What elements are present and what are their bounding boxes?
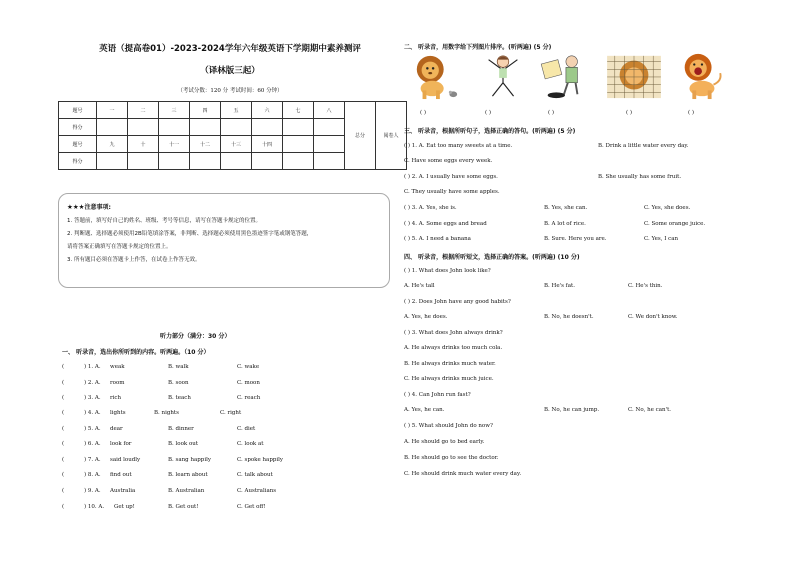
score-col: 七 bbox=[283, 102, 314, 119]
question-row[interactable]: ( ) 1. What does John look like? bbox=[404, 268, 491, 274]
option-b: B. Sure. Here you are. bbox=[544, 236, 607, 242]
score-cell[interactable] bbox=[221, 153, 252, 170]
score-cell[interactable] bbox=[283, 136, 314, 153]
option-a: Get up! bbox=[114, 504, 135, 510]
answer-paren[interactable]: ( bbox=[62, 472, 65, 478]
notice-line: 3. 所有题目必须在答题卡上作答，在试卷上作答无效。 bbox=[67, 257, 201, 263]
question-row[interactable]: ( ) 4. Can John run fast? bbox=[404, 392, 471, 398]
question-num: ) 9. A. bbox=[84, 488, 101, 494]
score-cell[interactable] bbox=[283, 119, 314, 136]
exam-meta: （考试分数：120 分 考试时间：60 分钟） bbox=[177, 88, 283, 94]
answer-paren[interactable]: ( bbox=[62, 457, 65, 463]
question-num: ) 10. A. bbox=[84, 504, 105, 510]
notice-box bbox=[58, 193, 390, 288]
score-col: 十三 bbox=[221, 136, 252, 153]
option-b: B. soon bbox=[168, 380, 189, 386]
question-row[interactable]: ( ) 1. A. Eat too many sweets at a time. bbox=[404, 143, 513, 149]
picture-blank[interactable]: ( ) bbox=[548, 110, 555, 116]
section-3-title: 三、 听录音，根据所听句子，选择正确的答句。(听两遍) (5 分) bbox=[404, 128, 576, 135]
score-cell[interactable] bbox=[252, 119, 283, 136]
score-col: 十一 bbox=[159, 136, 190, 153]
option-c: C. reach bbox=[237, 395, 261, 401]
option-c: C. Have some eggs every week. bbox=[404, 158, 493, 164]
option-c: C. wake bbox=[237, 364, 260, 370]
score-cell[interactable] bbox=[314, 119, 345, 136]
star-icon: ★★★ bbox=[67, 203, 85, 211]
score-row-label: 得分 bbox=[59, 153, 97, 170]
score-cell[interactable] bbox=[190, 153, 221, 170]
option-c: C. right bbox=[220, 410, 242, 416]
option-a: weak bbox=[110, 364, 125, 370]
option-c: C. talk about bbox=[237, 472, 273, 478]
score-table bbox=[58, 101, 407, 170]
lion-in-net-picture bbox=[604, 52, 664, 100]
option-a: A. Yes, he does. bbox=[404, 314, 448, 320]
score-row-label: 得分 bbox=[59, 119, 97, 136]
score-col: 九 bbox=[97, 136, 128, 153]
score-cell[interactable] bbox=[283, 153, 314, 170]
question-row[interactable]: ( ) 3. What does John always drink? bbox=[404, 330, 503, 336]
option-c: C. He's thin. bbox=[628, 283, 663, 289]
answer-paren[interactable]: ( bbox=[62, 488, 65, 494]
score-cell[interactable] bbox=[221, 119, 252, 136]
option-a: look for bbox=[110, 441, 132, 447]
answer-paren[interactable]: ( bbox=[62, 504, 65, 510]
picture-strip bbox=[408, 52, 726, 108]
question-row[interactable] bbox=[62, 410, 302, 420]
listening-title: 听力部分（满分：30 分） bbox=[160, 333, 231, 340]
exam-title: 英语（提高卷01）-2023-2024学年六年级英语下学期期中素养测评 bbox=[99, 44, 361, 54]
score-col: 十二 bbox=[190, 136, 221, 153]
option-c: C. look at bbox=[237, 441, 264, 447]
question-row[interactable]: ( ) 5. A. I need a banana bbox=[404, 236, 471, 242]
score-col: 五 bbox=[221, 102, 252, 119]
score-row-label: 题号 bbox=[59, 102, 97, 119]
picture-blank[interactable]: ( ) bbox=[626, 110, 633, 116]
option-b: B. Australian bbox=[168, 488, 205, 494]
option-c: C. He should drink much water every day. bbox=[404, 471, 522, 477]
exam-subtitle: （译林版三起） bbox=[200, 66, 260, 76]
picture-blank[interactable]: ( ) bbox=[688, 110, 695, 116]
picture-blank[interactable]: ( ) bbox=[485, 110, 492, 116]
option-c: C. spoke happily bbox=[237, 457, 283, 463]
question-row[interactable] bbox=[62, 472, 302, 482]
total-label: 总分 bbox=[345, 102, 376, 170]
notice-line: 2. 判断题、选择题必须使用2B铅笔填涂答案，非判断、选择题必须使用黑色墨迹签字笔或钢笔答题， bbox=[67, 231, 313, 237]
score-cell[interactable] bbox=[314, 136, 345, 153]
option-c: C. He always drinks much juice. bbox=[404, 376, 494, 382]
question-num: ) 7. A. bbox=[84, 457, 101, 463]
question-num: ) 3. A. bbox=[84, 395, 101, 401]
score-col: 二 bbox=[128, 102, 159, 119]
option-a: said loudly bbox=[110, 457, 141, 463]
option-a: A. He always drinks too much cola. bbox=[404, 345, 503, 351]
option-b: B. No, he doesn't. bbox=[544, 314, 594, 320]
option-b: B. He's fat. bbox=[544, 283, 575, 289]
option-b: B. He should go to see the doctor. bbox=[404, 455, 499, 461]
question-row[interactable] bbox=[62, 441, 302, 451]
option-a: dear bbox=[110, 426, 123, 432]
question-row[interactable]: ( ) 2. Does John have any good habits? bbox=[404, 299, 511, 305]
score-col: 四 bbox=[190, 102, 221, 119]
question-num: ) 8. A. bbox=[84, 472, 101, 478]
picture-blank[interactable]: ( ) bbox=[420, 110, 427, 116]
option-c: C. They usually have some apples. bbox=[404, 189, 500, 195]
question-row[interactable] bbox=[62, 457, 302, 467]
option-b: B. Yes, she can. bbox=[544, 205, 588, 211]
question-row[interactable]: ( ) 5. What should John do now? bbox=[404, 423, 493, 429]
score-col: 十 bbox=[128, 136, 159, 153]
roaring-lion-picture bbox=[676, 52, 726, 100]
option-b: B. Get out! bbox=[168, 504, 199, 510]
question-row[interactable] bbox=[62, 426, 302, 436]
question-row[interactable] bbox=[62, 395, 302, 405]
option-c: C. diet bbox=[237, 426, 256, 432]
lion-picture bbox=[410, 52, 462, 100]
score-cell[interactable] bbox=[97, 153, 128, 170]
question-row[interactable] bbox=[62, 364, 302, 374]
option-b: B. sang happily bbox=[168, 457, 211, 463]
option-c: C. moon bbox=[237, 380, 260, 386]
answer-paren[interactable]: ( bbox=[62, 410, 65, 416]
option-a: A. He's tall bbox=[404, 283, 435, 289]
section-4-title: 四、 听录音，根据所听短文，选择正确的答案。(听两遍) (10 分) bbox=[404, 254, 580, 261]
option-a: find out bbox=[110, 472, 132, 478]
score-cell[interactable] bbox=[128, 119, 159, 136]
option-a: A. He should go to bed early. bbox=[404, 439, 485, 445]
score-col: 十四 bbox=[252, 136, 283, 153]
man-and-hole-picture bbox=[538, 52, 590, 100]
question-row[interactable] bbox=[62, 488, 302, 498]
option-b: B. She usually has some fruit. bbox=[598, 174, 682, 180]
question-row[interactable]: ( ) 2. A. I usually have some eggs. bbox=[404, 174, 498, 180]
grader-label: 阅卷人 bbox=[376, 102, 407, 170]
section-1-title: 一、 听录音，选出你所听到的内容。听两遍。（10 分） bbox=[62, 349, 210, 356]
score-cell[interactable] bbox=[314, 153, 345, 170]
question-num: ) 4. A. bbox=[84, 410, 101, 416]
option-b: B. He always drinks much water. bbox=[404, 361, 496, 367]
score-cell[interactable] bbox=[159, 153, 190, 170]
option-c: C. Get off! bbox=[237, 504, 266, 510]
question-num: ) 5. A. bbox=[84, 426, 101, 432]
option-b: B. No, he can jump. bbox=[544, 407, 600, 413]
option-c: C. Yes, I can bbox=[644, 236, 679, 242]
score-col: 一 bbox=[97, 102, 128, 119]
option-a: lights bbox=[110, 410, 126, 416]
answer-paren[interactable]: ( bbox=[62, 364, 65, 370]
option-b: B. walk bbox=[168, 364, 189, 370]
question-row[interactable]: ( ) 3. A. Yes, she is. bbox=[404, 205, 457, 211]
score-cell[interactable] bbox=[159, 119, 190, 136]
option-b: B. Drink a little water every day. bbox=[598, 143, 689, 149]
score-col: 六 bbox=[252, 102, 283, 119]
question-row[interactable] bbox=[62, 504, 302, 514]
option-b: B. nights bbox=[154, 410, 179, 416]
answer-paren[interactable]: ( bbox=[62, 441, 65, 447]
option-b: B. look out bbox=[168, 441, 199, 447]
score-cell[interactable] bbox=[128, 153, 159, 170]
option-a: room bbox=[110, 380, 125, 386]
notice-line: 1. 答题前，填写好自己的姓名、班级、考号等信息，请写在答题卡规定的位置。 bbox=[67, 218, 261, 224]
option-c: C. Australians bbox=[237, 488, 277, 494]
option-a: Australia bbox=[110, 488, 136, 494]
option-a: rich bbox=[110, 395, 122, 401]
answer-paren[interactable]: ( bbox=[62, 426, 65, 432]
score-cell[interactable] bbox=[252, 153, 283, 170]
score-row-label: 题号 bbox=[59, 136, 97, 153]
answer-paren[interactable]: ( bbox=[62, 380, 65, 386]
question-num: ) 6. A. bbox=[84, 441, 101, 447]
score-col: 八 bbox=[314, 102, 345, 119]
question-row[interactable] bbox=[62, 380, 302, 390]
question-row[interactable]: ( ) 4. A. Some eggs and bread bbox=[404, 221, 487, 227]
section-2-title: 二、 听录音，用数字给下列图片排序。(听两遍) (5 分) bbox=[404, 44, 552, 51]
score-cell[interactable] bbox=[97, 119, 128, 136]
answer-paren[interactable]: ( bbox=[62, 395, 65, 401]
question-num: ) 1. A. bbox=[84, 364, 101, 370]
option-b: B. teach bbox=[168, 395, 191, 401]
question-num: ) 2. A. bbox=[84, 380, 101, 386]
option-c: C. Yes, she does. bbox=[644, 205, 691, 211]
score-col: 三 bbox=[159, 102, 190, 119]
option-b: B. dinner bbox=[168, 426, 194, 432]
option-c: C. Some orange juice. bbox=[644, 221, 706, 227]
option-c: C. No, he can't. bbox=[628, 407, 672, 413]
notice-line: 请将答案正确填写在答题卡规定的位置上。 bbox=[67, 244, 172, 250]
notice-title: 注意事项: bbox=[84, 204, 111, 211]
option-c: C. We don't know. bbox=[628, 314, 678, 320]
option-b: B. learn about bbox=[168, 472, 208, 478]
option-a: A. Yes, he can. bbox=[404, 407, 445, 413]
jumping-boy-picture bbox=[480, 52, 526, 100]
score-cell[interactable] bbox=[190, 119, 221, 136]
option-b: B. A lot of rice. bbox=[544, 221, 586, 227]
